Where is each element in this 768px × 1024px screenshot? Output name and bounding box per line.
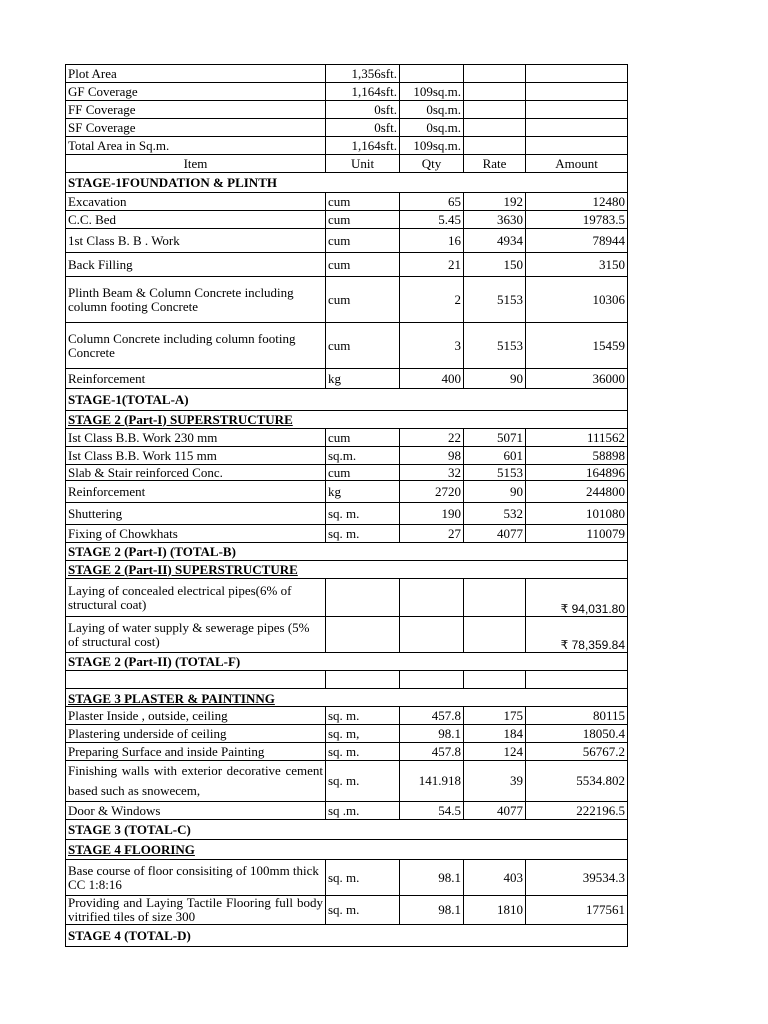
table-row: Shuttering sq. m. 190 532 101080 (66, 503, 628, 525)
stage3-title: STAGE 3 PLASTER & PAINTINNG (66, 689, 628, 707)
summary-sqm: 109sq.m. (400, 137, 464, 155)
table-row: Door & Windows sq .m. 54.5 4077 222196.5 (66, 802, 628, 820)
section-total (66, 820, 628, 840)
stage2a-total: STAGE 2 (Part-I) (TOTAL-B) (66, 543, 628, 561)
summary-label: FF Coverage (66, 101, 326, 119)
section-total (66, 389, 628, 411)
section-title (66, 840, 628, 860)
section-total (66, 653, 628, 671)
section-title (66, 689, 628, 707)
table-row: Ist Class B.B. Work 230 mm cum 22 5071 111562 (66, 429, 628, 447)
stage2b-total: STAGE 2 (Part-II) (TOTAL-F) (66, 653, 628, 671)
section-total (66, 925, 628, 947)
table-row: Reinforcement kg 2720 90 244800 (66, 481, 628, 503)
table-row: Excavation cum 65 192 12480 (66, 193, 628, 211)
summary-sqm (400, 65, 464, 83)
table-row: Plinth Beam & Column Concrete including column footing Concrete cum 2 5153 10306 (66, 277, 628, 323)
table-row: Ist Class B.B. Work 115 mm sq.m. 98 601 58898 (66, 447, 628, 465)
summary-sqm: 0sq.m. (400, 119, 464, 137)
stage4-total: STAGE 4 (TOTAL-D) (66, 925, 628, 947)
section-total (66, 543, 628, 561)
stage3-total: STAGE 3 (TOTAL-C) (66, 820, 628, 840)
summary-label: Total Area in Sq.m. (66, 137, 326, 155)
table-row (66, 671, 628, 689)
summary-sft: 1,164sft. (326, 137, 400, 155)
summary-label: Plot Area (66, 65, 326, 83)
stage1-title: STAGE-1FOUNDATION & PLINTH (66, 173, 628, 193)
stage4-title: STAGE 4 FLOORING (66, 840, 628, 860)
table-row: Back Filling cum 21 150 3150 (66, 253, 628, 277)
header-rate: Rate (464, 155, 526, 173)
summary-row (66, 101, 628, 119)
table-row: Column Concrete including column footing Concrete cum 3 5153 15459 (66, 323, 628, 369)
header-row (66, 155, 628, 173)
table-row: Finishing walls with exterior decorative cement based such as snowecem, sq. m. 141.918 39 5534.802 (66, 761, 628, 802)
estimate-sheet (65, 64, 628, 947)
table-row: Base course of floor consisiting of 100mm thick CC 1:8:16 sq. m. 98.1 403 39534.3 (66, 860, 628, 896)
section-title (66, 173, 628, 193)
table-row: Plaster Inside , outside, ceiling sq. m. 457.8 175 80115 (66, 707, 628, 725)
stage1-total: STAGE-1(TOTAL-A) (66, 389, 628, 411)
summary-label: GF Coverage (66, 83, 326, 101)
summary-row (66, 119, 628, 137)
stage2a-title: STAGE 2 (Part-I) SUPERSTRUCTURE (66, 411, 628, 429)
header-qty: Qty (400, 155, 464, 173)
summary-sqm: 109sq.m. (400, 83, 464, 101)
summary-sft: 0sft. (326, 101, 400, 119)
header-item: Item (66, 155, 326, 173)
table-row: Laying of water supply & sewerage pipes (5% of structural cost) ₹ 78,359.84 (66, 617, 628, 653)
table-row: Preparing Surface and inside Painting sq. m. 457.8 124 56767.2 (66, 743, 628, 761)
summary-sft: 0sft. (326, 119, 400, 137)
stage2b-title: STAGE 2 (Part-II) SUPERSTRUCTURE (66, 561, 628, 579)
table-row: Providing and Laying Tactile Flooring full body vitrified tiles of size 300 sq. m. 98.1 1810 177561 (66, 896, 628, 925)
table-row: Laying of concealed electrical pipes(6% of structural coat) ₹ 94,031.80 (66, 579, 628, 617)
table-row: C.C. Bed cum 5.45 3630 19783.5 (66, 211, 628, 229)
header-amount: Amount (526, 155, 628, 173)
summary-sft: 1,164sft. (326, 83, 400, 101)
section-title (66, 561, 628, 579)
table-row: Reinforcement kg 400 90 36000 (66, 369, 628, 389)
table-row: Fixing of Chowkhats sq. m. 27 4077 110079 (66, 525, 628, 543)
summary-sqm: 0sq.m. (400, 101, 464, 119)
section-title (66, 411, 628, 429)
header-unit: Unit (326, 155, 400, 173)
summary-row (66, 83, 628, 101)
table-row: 1st Class B. B . Work cum 16 4934 78944 (66, 229, 628, 253)
summary-row (66, 65, 628, 83)
summary-label: SF Coverage (66, 119, 326, 137)
table-row: Slab & Stair reinforced Conc. cum 32 5153 164896 (66, 465, 628, 481)
summary-sft: 1,356sft. (326, 65, 400, 83)
table-row: Plastering underside of ceiling sq. m, 98.1 184 18050.4 (66, 725, 628, 743)
summary-row (66, 137, 628, 155)
